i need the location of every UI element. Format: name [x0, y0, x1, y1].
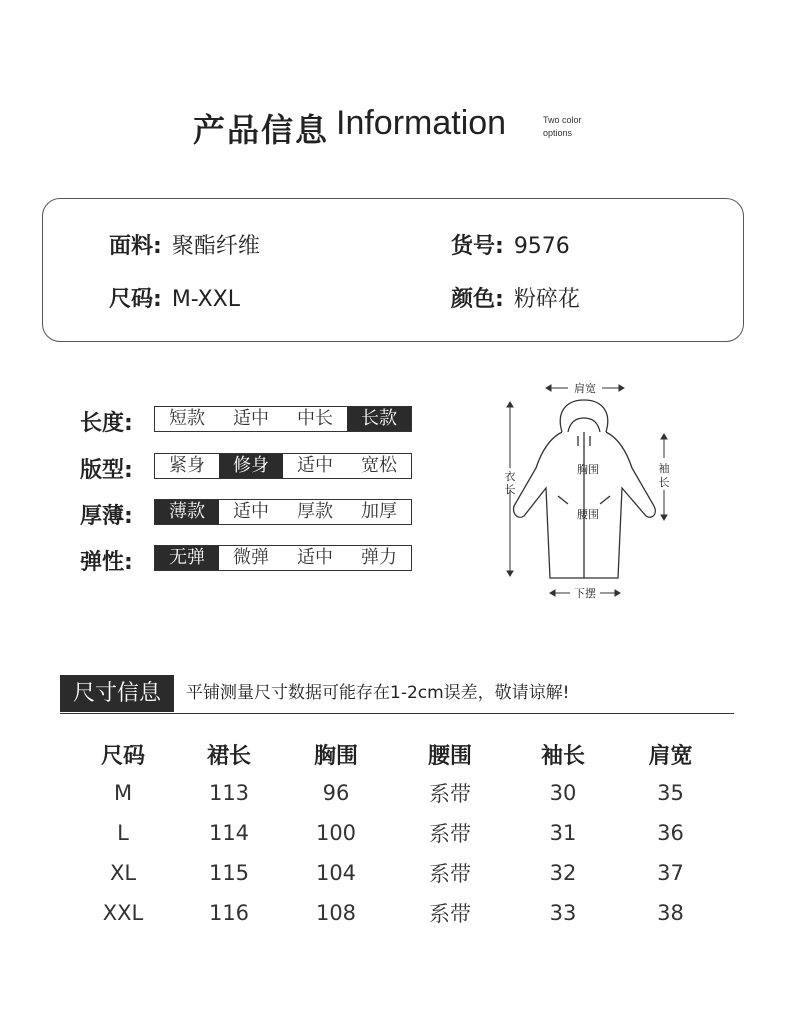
size-table-header: 尺码: [100, 743, 145, 769]
table-cell: 31: [549, 821, 577, 845]
table-row: [70, 893, 725, 933]
measurement-diagram: [496, 378, 686, 608]
length-options: [154, 406, 412, 432]
item-number-row: [451, 229, 570, 260]
diagram-hem-label: 下摆: [574, 587, 596, 600]
size-section-note: 平铺测量尺寸数据可能存在1-2cm误差，敬请谅解!: [186, 683, 570, 703]
table-cell: XXL: [102, 901, 144, 925]
color-label: 颜色:: [451, 287, 504, 312]
size-section-header: [60, 675, 734, 714]
thickness-option: 薄款: [155, 500, 219, 524]
elasticity-option: 无弹: [155, 546, 219, 570]
size-table-header-row: [70, 735, 725, 773]
table-cell: 100: [315, 821, 357, 845]
table-cell: 38: [657, 901, 684, 925]
thickness-label: 厚薄:: [80, 504, 133, 529]
table-cell: 系带: [429, 822, 471, 846]
color-options-note: [543, 114, 603, 140]
length-option: 短款: [169, 408, 205, 429]
elasticity-option: 弹力: [361, 547, 397, 568]
table-row: [70, 813, 725, 853]
item-number-label: 货号:: [451, 234, 504, 259]
table-row: [70, 773, 725, 813]
elasticity-options: [154, 545, 412, 571]
fit-options: [154, 453, 412, 479]
color-row: [451, 282, 580, 313]
table-cell: 37: [657, 861, 684, 885]
table-cell: 115: [208, 861, 250, 885]
table-cell: 33: [549, 901, 577, 925]
table-cell: 114: [208, 821, 250, 845]
fit-option: 修身: [219, 454, 283, 478]
item-number-value: 9576: [513, 234, 570, 259]
size-range-row: [109, 282, 240, 313]
table-cell: 104: [315, 861, 357, 885]
length-option: 适中: [233, 408, 269, 429]
table-cell: 108: [315, 901, 357, 925]
thickness-options: [154, 499, 412, 525]
product-info-box: [42, 198, 744, 342]
size-table-header: 袖长: [540, 743, 585, 769]
diagram-waist-label: 腰围: [577, 508, 599, 521]
fit-option: 宽松: [361, 455, 397, 476]
table-cell: XL: [109, 861, 137, 885]
thickness-option: 厚款: [297, 501, 333, 522]
table-cell: 36: [657, 821, 684, 845]
fit-label: 版型:: [80, 458, 133, 483]
color-options-note-line2: options: [543, 128, 573, 138]
dimension-lines: [504, 385, 667, 596]
diagram-sleeve-label-1: 袖: [658, 462, 670, 475]
length-label: 长度:: [80, 411, 133, 436]
size-table-header: 腰围: [427, 743, 472, 769]
table-cell: M: [113, 781, 133, 805]
page-title-cn: 产品信息: [193, 111, 330, 149]
size-table-header: 裙长: [206, 743, 251, 769]
elasticity-option: 适中: [297, 547, 333, 568]
diagram-sleeve-label-2: 长: [658, 476, 670, 489]
size-table-header: 肩宽: [648, 743, 693, 769]
elasticity-option: 微弹: [233, 547, 269, 568]
length-option: 中长: [297, 408, 333, 429]
color-value: 粉碎花: [513, 287, 580, 312]
page-header: [0, 100, 790, 152]
size-range-label: 尺码:: [109, 287, 162, 312]
table-cell: 30: [549, 781, 577, 805]
diagram-length-label-2: 长: [504, 483, 516, 496]
fit-option: 紧身: [169, 455, 205, 476]
material-row: [109, 229, 260, 260]
coat-outline-icon: [514, 400, 656, 578]
table-cell: 32: [549, 861, 577, 885]
table-row: [70, 853, 725, 893]
table-cell: 系带: [429, 782, 471, 806]
table-cell: 35: [657, 781, 684, 805]
size-section-tag: 尺寸信息: [60, 675, 174, 712]
table-cell: 116: [208, 901, 250, 925]
table-cell: 系带: [429, 862, 471, 886]
material-value: 聚酯纤维: [171, 234, 260, 259]
length-option: 长款: [347, 407, 411, 431]
diagram-chest-label: 胸围: [577, 463, 599, 476]
diagram-length-label-1: 衣: [504, 470, 516, 483]
diagram-shoulder-label: 肩宽: [574, 382, 596, 395]
elasticity-label: 弹性:: [80, 550, 133, 575]
color-options-note-line1: Two color: [543, 115, 582, 125]
size-range-value: M-XXL: [171, 287, 241, 312]
page-title-en: Information: [336, 104, 507, 142]
thickness-option: 适中: [233, 501, 269, 522]
table-cell: 113: [208, 781, 250, 805]
table-cell: 系带: [429, 902, 471, 926]
size-table: [70, 735, 725, 933]
table-cell: 96: [322, 781, 350, 805]
fit-option: 适中: [297, 455, 333, 476]
thickness-option: 加厚: [361, 501, 397, 522]
table-cell: L: [117, 821, 129, 845]
size-table-header: 胸围: [313, 743, 358, 769]
material-label: 面料:: [109, 234, 162, 259]
